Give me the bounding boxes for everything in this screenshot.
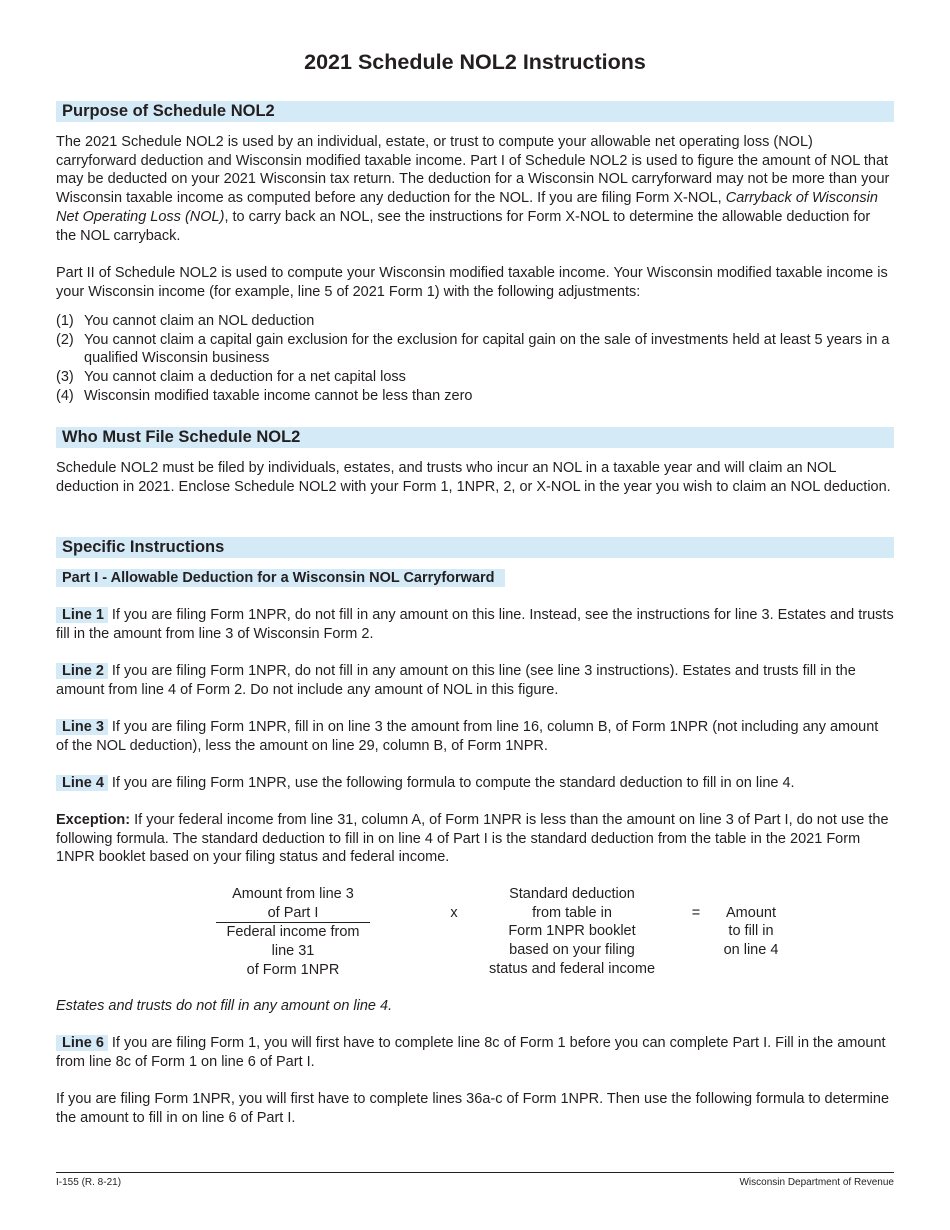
list-item: (3) You cannot claim a deduction for a net capital loss bbox=[56, 369, 406, 386]
section-heading-who-must-file: Who Must File Schedule NOL2 bbox=[56, 427, 894, 448]
formula-equals: = bbox=[691, 904, 701, 921]
exception-paragraph: Exception: If your federal income from line 31, column A, of Form 1NPR is less than the amount on line 3 of Part I, do not use the following formula. The standard deduction to fill in on line 4 of Part I is the standard deduction from the table in the 2021 Form 1NPR booklet based on your filing status and federal income. bbox=[56, 812, 889, 866]
who-must-file-paragraph: Schedule NOL2 must be filed by individuals, estates, and trusts who incur an NOL in a taxable year and will claim an NOL deduction in 2021. Enclose Schedule NOL2 with your Form 1, 1NPR, 2, or X-NOL in the year you wish to claim an NOL deduction. bbox=[56, 460, 891, 495]
purpose-paragraph-1: The 2021 Schedule NOL2 is used by an individual, estate, or trust to compute your allowable net operating loss (NOL) carryforward deduction and Wisconsin modified taxable income. Part I of Schedule NOL2 is used to figure the amount of NOL that may be deducted on your 2021 Wisconsin tax return. The deduction for a Wisconsin NOL carryforward may not be more than your Wisconsin taxable income as computed before any deduction for the NOL. If you are filing Form X-NOL, Carryback of Wisconsin Net Operating Loss (NOL), to carry back an NOL, see the instructions for Form X-NOL to determine the allowable deduction for the NOL carryback. bbox=[56, 134, 890, 244]
line-label: Line 4 bbox=[56, 775, 108, 791]
line-label: Line 2 bbox=[56, 663, 108, 679]
formula-times: x bbox=[450, 904, 458, 921]
line3-instructions: Line 3 If you are filing Form 1NPR, fill in on line 3 the amount from line 16, column B, of Form 1NPR (not including any amount of the NOL deduction), less the amount on line 29, column B, of Form 1NPR. bbox=[56, 719, 879, 754]
section-heading-specific-instructions: Specific Instructions bbox=[56, 537, 894, 558]
list-item: (1) You cannot claim an NOL deduction bbox=[56, 313, 315, 329]
line-label: Line 1 bbox=[56, 607, 108, 623]
line-label: Line 3 bbox=[56, 719, 108, 735]
line2-instructions: Line 2 If you are filing Form 1NPR, do not fill in any amount on this line (see line 3 instructions). Estates and trusts fill in the amount from line 4 of Form 2. Do not include any amount of NOL in this figure. bbox=[56, 663, 856, 698]
adjustments-list bbox=[56, 312, 894, 406]
list-item: (4) Wisconsin modified taxable income cannot be less than zero bbox=[56, 387, 473, 404]
footer-divider bbox=[56, 1172, 894, 1173]
line1-instructions: Line 1 If you are filing Form 1NPR, do not fill in any amount on this line. Instead, see the instructions for line 3. Estates and trusts fill in the amount from line 3 of Wisconsin Form 2. bbox=[56, 607, 894, 642]
list-item: (2) You cannot claim a capital gain exclusion for the exclusion for capital gain on the sale of investments held at least 5 years in a qualified Wisconsin business bbox=[56, 331, 890, 367]
form-id: I-155 (R. 8-21) bbox=[56, 1177, 122, 1188]
page-title: 2021 Schedule NOL2 Instructions bbox=[304, 50, 646, 74]
line-label: Line 6 bbox=[56, 1035, 108, 1051]
purpose-paragraph-2: Part II of Schedule NOL2 is used to compute your Wisconsin modified taxable income. Your Wisconsin modified taxable income is your Wisconsin income (for example, line 5 of 2021 Form 1) with the following adjustments: bbox=[56, 265, 888, 300]
formula-standard-deduction: Standard deduction from table in Form 1NPR booklet based on your filing status and federal income bbox=[488, 886, 656, 977]
line6-instructions: Line 6 If you are filing Form 1, you will first have to complete line 8c of Form 1 before you can complete Part I. Fill in the amount from line 8c of Form 1 on line 6 of Part I. bbox=[56, 1035, 886, 1070]
standard-deduction-formula bbox=[216, 885, 779, 981]
line6-paragraph-2: If you are filing Form 1NPR, you will first have to complete lines 36a-c of Form 1NPR. Then use the following formula to determine the amount to fill in on line 6 of Part I. bbox=[56, 1091, 890, 1126]
line4-instructions: Line 4 If you are filing Form 1NPR, use the following formula to compute the standard deduction to fill in on line 4. bbox=[56, 774, 894, 793]
part1-heading: Part I - Allowable Deduction for a Wisconsin NOL Carryforward bbox=[56, 569, 505, 587]
department-name: Wisconsin Department of Revenue bbox=[739, 1177, 894, 1188]
section-heading-purpose: Purpose of Schedule NOL2 bbox=[56, 101, 894, 122]
formula-result: Amount to fill in on line 4 bbox=[723, 904, 779, 959]
formula-fraction: Amount from line 3 of Part I Federal income from line 31 of Form 1NPR bbox=[216, 885, 370, 980]
estates-note: Estates and trusts do not fill in any amount on line 4. bbox=[56, 998, 393, 1014]
